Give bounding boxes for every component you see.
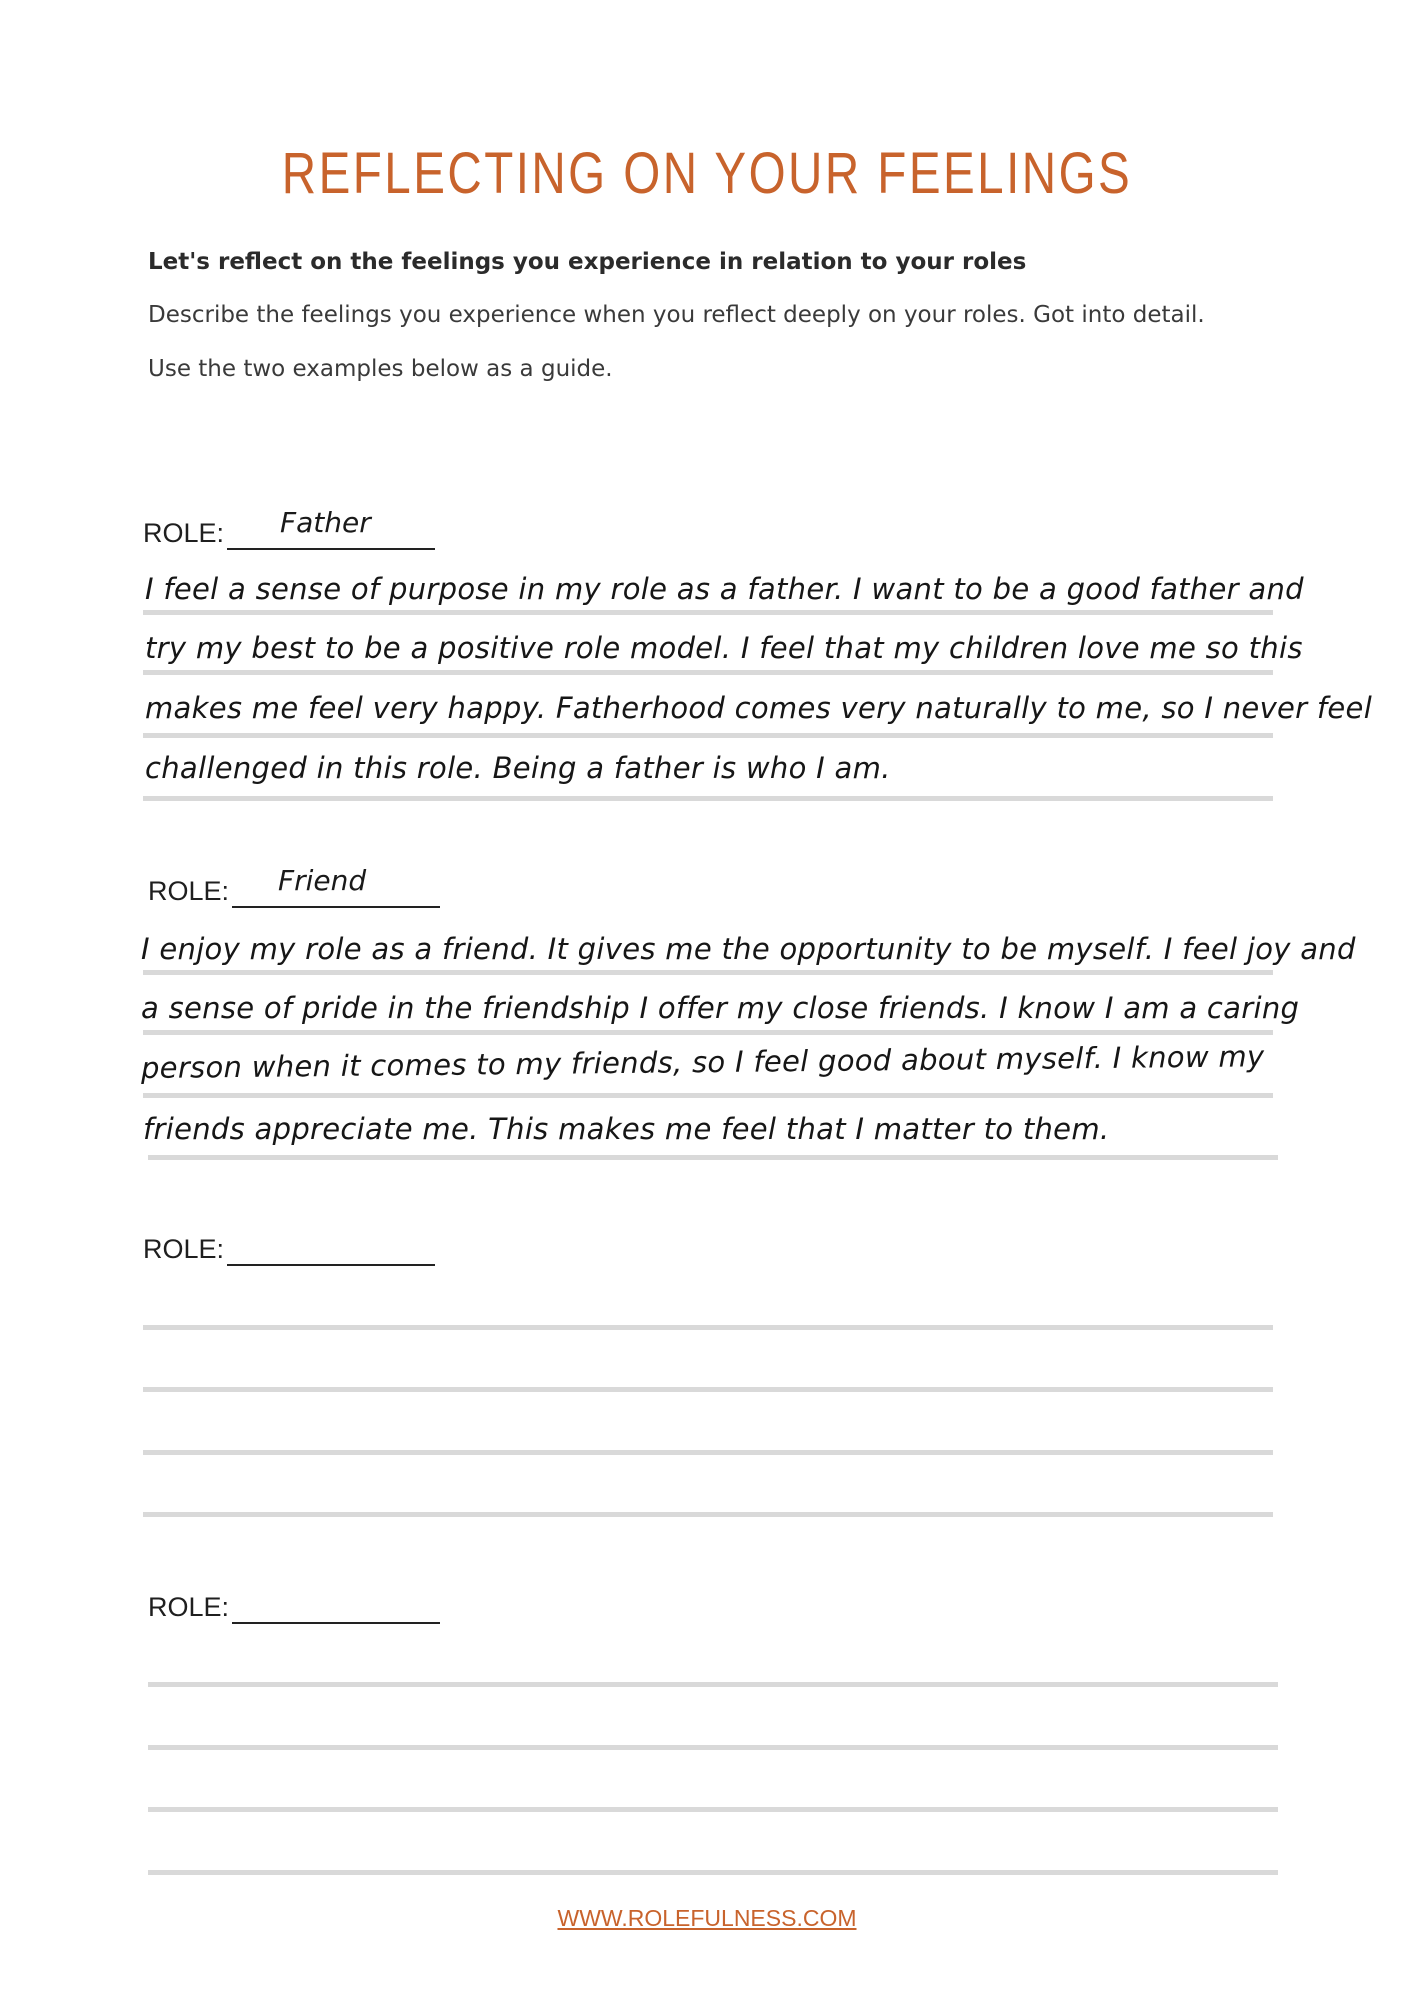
role-3-blank[interactable]: [227, 1264, 435, 1266]
role-2-writing-line[interactable]: [143, 1093, 1273, 1098]
role-3-writing-line[interactable]: [143, 1450, 1273, 1455]
role-1-response-line: makes me feel very happy. Fatherhood comes very naturally to me, so I never feel: [145, 691, 1373, 725]
intro-instruction: Describe the feelings you experience when you reflect deeply on your roles. Got into detail.: [148, 302, 1205, 328]
role-1-response-line: try my best to be a positive role model. I feel that my children love me so this: [145, 631, 1303, 665]
role-3-writing-line[interactable]: [143, 1387, 1273, 1392]
role-1-label: ROLE:: [143, 518, 225, 548]
role-3-writing-line[interactable]: [143, 1512, 1273, 1517]
role-4-writing-line[interactable]: [148, 1807, 1278, 1812]
role-3-label: ROLE:: [143, 1234, 225, 1264]
role-2-writing-line[interactable]: [143, 1030, 1273, 1035]
role-2-response-line: a sense of pride in the friendship I offer my close friends. I know I am a caring: [141, 991, 1300, 1025]
role-2-response-line: friends appreciate me. This makes me feel that I matter to them.: [143, 1112, 1110, 1146]
role-1-writing-line[interactable]: [143, 670, 1273, 675]
role-3-writing-line[interactable]: [143, 1325, 1273, 1330]
role-2-response-line: person when it comes to my friends, so I feel good about myself. I know my: [140, 1039, 1265, 1085]
role-1-writing-line[interactable]: [143, 610, 1273, 615]
role-2-response-line: I enjoy my role as a friend. It gives me the opportunity to be myself. I feel joy and: [141, 932, 1356, 966]
footer: [0, 1905, 1414, 1932]
intro-guide-note: Use the two examples below as a guide.: [148, 356, 613, 382]
role-2-blank[interactable]: [232, 906, 440, 908]
page-title: REFLECTING ON YOUR FEELINGS: [281, 141, 1133, 206]
role-1-response-line: challenged in this role. Being a father is who I am.: [145, 751, 891, 785]
role-4-writing-line[interactable]: [148, 1745, 1278, 1750]
intro-heading: Let's reflect on the feelings you experience in relation to your roles: [148, 249, 1027, 275]
role-1-blank[interactable]: [227, 548, 435, 550]
role-4-writing-line[interactable]: [148, 1870, 1278, 1875]
role-1-value: Father: [280, 506, 371, 539]
role-4-blank[interactable]: [232, 1622, 440, 1624]
role-1-writing-line[interactable]: [143, 733, 1273, 738]
role-1-response-line: I feel a sense of purpose in my role as a father. I want to be a good father and: [145, 572, 1304, 606]
website-link[interactable]: WWW.ROLEFULNESS.COM: [557, 1905, 857, 1931]
role-1-writing-line[interactable]: [143, 796, 1273, 801]
role-4-writing-line[interactable]: [148, 1682, 1278, 1687]
role-2-writing-line[interactable]: [148, 1155, 1278, 1160]
role-2-label: ROLE:: [148, 876, 230, 906]
role-4-label: ROLE:: [148, 1592, 230, 1622]
role-2-value: Friend: [278, 864, 367, 897]
role-2-writing-line[interactable]: [143, 970, 1273, 975]
